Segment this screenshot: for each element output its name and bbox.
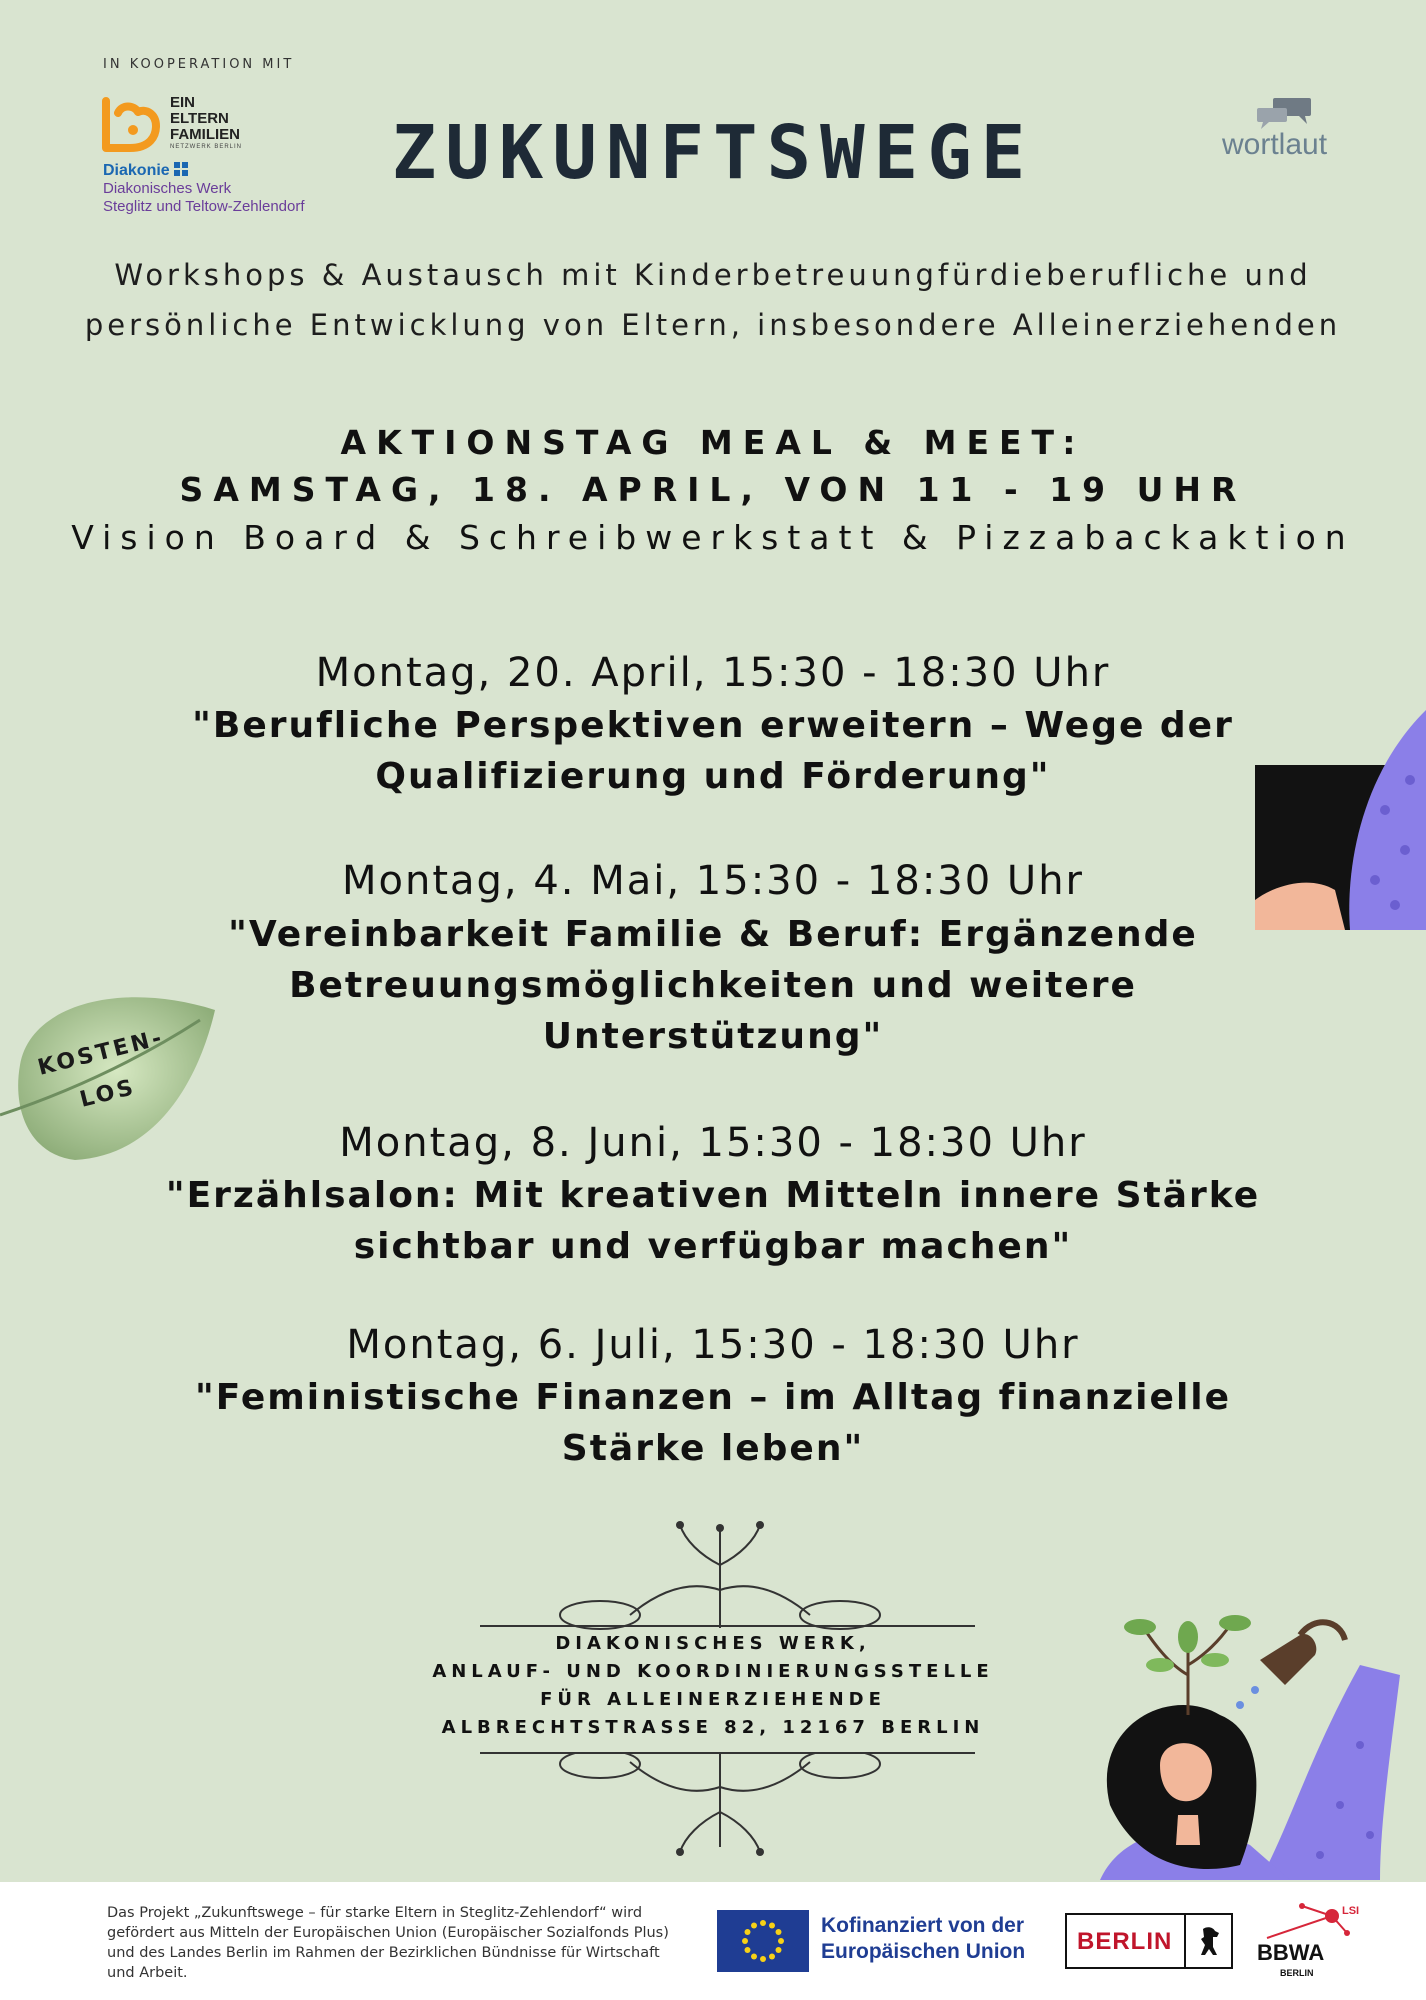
aktionstag-date: SAMSTAG, 18. APRIL, VON 11 - 19 UHR [179, 470, 1247, 509]
berlin-bear-icon [1195, 1925, 1225, 1957]
subtitle-line-1: Workshops & Austausch mit Kinderbetreuungfürdieberufliche und [114, 258, 1312, 292]
bbwa-logo-text: BBWA [1257, 1940, 1325, 1965]
berlin-logo [1065, 1913, 1233, 1969]
berlin-logo-divider [1184, 1915, 1186, 1967]
address-block: DIAKONISCHES WERK, ANLAUF- UND KOORDINIERUNGSSTELLE FÜR ALLEINERZIEHENDE ALBRECHTSTRASSE 82, 12167 BERLIN [432, 1633, 994, 1738]
event-2-date: Montag, 4. Mai, 15:30 - 18:30 Uhr [342, 858, 1084, 904]
subtitle-line-2: persönliche Entwicklung von Eltern, insbesondere Alleinerziehenden [84, 308, 1342, 342]
diakonie-line-1: Diakonisches Werk [103, 180, 232, 197]
kostenlos-leaf-badge [0, 985, 230, 1165]
bbwa-logo [1252, 1898, 1362, 1982]
person-illustration-top [1255, 710, 1426, 930]
footer-funding-text: Das Projekt „Zukunftswege – für starke Eltern in Steglitz-Zehlendorf“ wird gefördert aus Mitteln der Europäischen Union (Europäischer Sozialfonds Plus) und des Landes Berlin im Rahmen der Bezirklichen Bündnisse für Wirtschaft und Arbeit. [107, 1905, 669, 1981]
event-4-date: Montag, 6. Juli, 15:30 - 18:30 Uhr [346, 1322, 1080, 1368]
lsi-mark: LSI [1342, 1905, 1360, 1917]
event-1-title: "Berufliche Perspektiven erweitern – Wege der Qualifizierung und Förderung" [192, 705, 1234, 797]
woman-watering-plant-illustration [1060, 1605, 1426, 1880]
bbwa-logo-sub: BERLIN [1280, 1968, 1314, 1978]
floral-ornament-bottom [540, 1752, 900, 1857]
event-3-date: Montag, 8. Juni, 15:30 - 18:30 Uhr [339, 1120, 1087, 1166]
eef-logo-subtext: NETZWERK BERLIN [170, 144, 243, 150]
diakonie-brand: Diakonie [103, 162, 188, 180]
badge-line-2: LOS [77, 1074, 139, 1113]
address-rule-top [480, 1625, 975, 1627]
cooperation-label: IN KOOPERATION MIT [103, 57, 295, 72]
eu-flag-icon [717, 1910, 809, 1972]
event-4-title: "Feministische Finanzen – im Alltag finanzielle Stärke leben" [194, 1377, 1232, 1469]
event-1-date: Montag, 20. April, 15:30 - 18:30 Uhr [315, 650, 1111, 696]
floral-ornament-top [540, 1520, 900, 1630]
event-2-title: "Vereinbarkeit Familie & Beruf: Ergänzende Betreuungsmöglichkeiten und weitere Unterstützung" [228, 914, 1198, 1057]
aktionstag-heading: AKTIONSTAG MEAL & MEET: [340, 423, 1086, 462]
page-title: ZUKUNFTSWEGE [391, 110, 1035, 196]
diakonie-line-2: Steglitz und Teltow-Zehlendorf [103, 198, 305, 215]
eef-logo-text: EIN ELTERN FAMILIEN [170, 94, 240, 143]
event-3-title: "Erzählsalon: Mit kreativen Mitteln innere Stärke sichtbar und verfügbar machen" [165, 1175, 1261, 1267]
badge-line-1: KOSTEN- [35, 1025, 167, 1081]
wortlaut-logo-text: wortlaut [1222, 128, 1328, 161]
berlin-logo-text: BERLIN [1077, 1928, 1173, 1955]
eu-cofunding-label: Kofinanziert von der Europäischen Union [821, 1914, 1026, 1963]
aktionstag-activities: Vision Board & Schreibwerkstatt & Pizzabackaktion [71, 518, 1355, 557]
